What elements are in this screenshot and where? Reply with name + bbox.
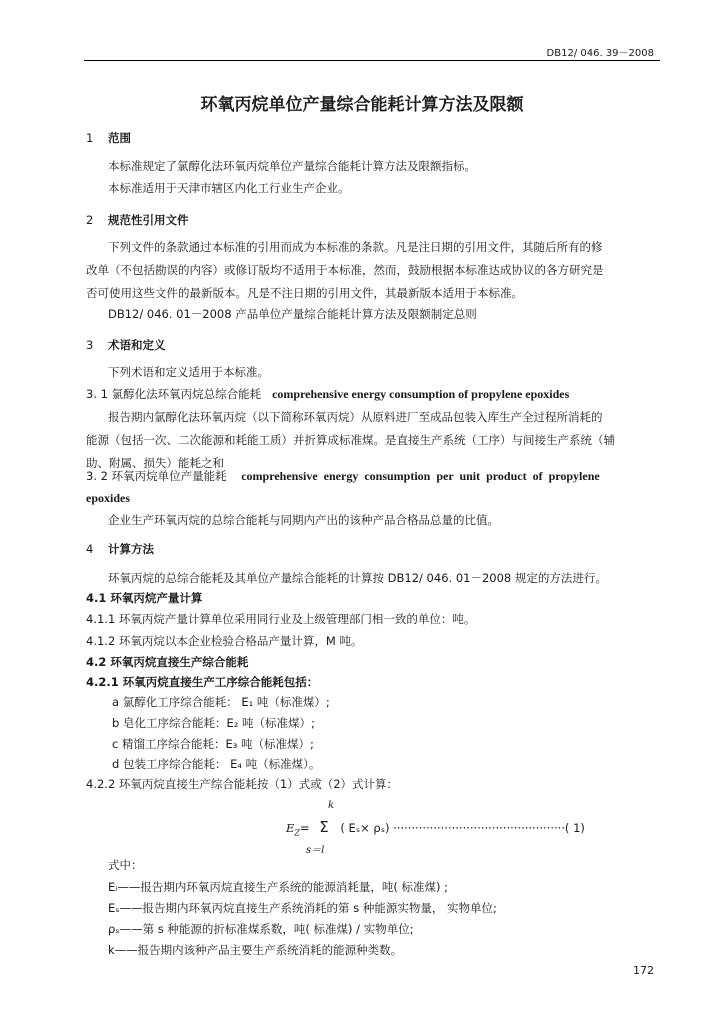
definition: Eₛ——报告期内环氧丙烷直接生产系统消耗的第 s 种能源实物量， 实物单位; (108, 901, 497, 915)
normative-reference: DB12/ 046. 01－2008 产品单位产量综合能耗计算方法及限额制定总则 (108, 307, 477, 321)
where-label: 式中： (108, 858, 143, 872)
clause-4-2-2: 4.2.2 环氧丙烷直接生产综合能耗按（1）式或（2）式计算： (86, 777, 399, 791)
formula-body: ( Eₛ× ρₛ) ···············································( 1) (340, 821, 585, 835)
section-title: 规范性引用文件 (108, 213, 189, 227)
paragraph: 企业生产环氧丙烷的总综合能耗与同期内产出的该种产品合格品总量的比值。 (108, 513, 499, 527)
section-number: 2 (86, 213, 94, 227)
sum-lower-limit: s＝l (306, 845, 325, 856)
section-3-heading (86, 337, 166, 353)
term-english: comprehensive energy consumption per unit product of propylene (241, 469, 600, 483)
formula-lhs: E (286, 821, 295, 835)
paragraph-line: 改单（不包括勘误的内容）或修订版均不适用于本标准，然而，鼓励根据本标准达成协议的各方研究是 (86, 263, 604, 277)
paragraph-line: 助、附属、损失）能耗之和 (86, 456, 224, 470)
page-number: 172 (633, 964, 654, 977)
definition: k——报告期内该种产品主要生产系统消耗的能源种类数。 (108, 943, 403, 957)
term-chinese: 3. 2 环氧丙烷单位产量能耗 (86, 469, 227, 483)
list-item-c: c 精馏工序综合能耗：E₃ 吨（标准煤）; (112, 737, 314, 751)
term-english-cont: epoxides (86, 491, 131, 505)
section-title: 计算方法 (108, 542, 154, 556)
definition: Eᵢ——报告期内环氧丙烷直接生产系统的能源消耗量，吨( 标准煤) ; (108, 880, 448, 894)
term-chinese: 3. 1 氯醇化法环氧丙烷总综合能耗 (86, 387, 262, 401)
section-number: 1 (86, 131, 94, 145)
term-3-1 (86, 386, 569, 402)
paragraph-line: 能源（包括一次、二次能源和耗能工质）并折算成标准煤。是直接生产系统（工序）与间接生产系统（辅 (86, 433, 615, 447)
subsection-4-1: 4.1 环氧丙烷产量计算 (86, 591, 203, 605)
term-english: comprehensive energy consumption of propylene epoxides (272, 387, 570, 401)
clause-4-1-2: 4.1.2 环氧丙烷以本企业检验合格品产量计算，M 吨。 (86, 634, 363, 648)
section-2-heading (86, 212, 189, 228)
formula-lhs-subscript: Z (294, 828, 300, 838)
document-title: 环氧丙烷单位产量综合能耗计算方法及限额 (200, 95, 524, 115)
term-3-2 (86, 468, 600, 484)
section-title: 范围 (108, 131, 131, 145)
clause-4-1-1: 4.1.1 环氧丙烷产量计算单位采用同行业及上级管理部门相一致的单位：吨。 (86, 612, 476, 626)
paragraph: 环氧丙烷的总综合能耗及其单位产量综合能耗的计算按 DB12/ 046. 01－2008 规定的方法进行。 (108, 571, 607, 585)
summation-symbol: Σ (319, 818, 329, 836)
sum-upper-limit: k (328, 800, 335, 811)
definition: ρₛ——第 s 种能源的折标准煤系数，吨( 标准煤) / 实物单位; (108, 922, 414, 936)
list-item-b: b 皂化工序综合能耗：E₂ 吨（标准煤）; (112, 716, 315, 730)
paragraph-line: 否可使用这些文件的最新版本。凡是不注日期的引用文件，其最新版本适用于本标准。 (86, 286, 523, 300)
standard-number: DB12/ 046. 39－2008 (546, 48, 654, 59)
paragraph-line: 下列文件的条款通过本标准的引用而成为本标准的条款。凡是注日期的引用文件，其随后所有的修 (108, 240, 603, 254)
section-1-heading (86, 130, 131, 146)
section-title: 术语和定义 (108, 338, 166, 352)
paragraph-line: 报告期内氯醇化法环氧丙烷（以下简称环氧丙烷）从原料进厂至成品包装入库生产全过程所消耗的 (108, 410, 603, 424)
paragraph: 下列术语和定义适用于本标准。 (108, 365, 269, 379)
header-rule (84, 60, 660, 61)
section-number: 3 (86, 338, 94, 352)
formula-equals: = (299, 821, 310, 835)
section-number: 4 (86, 542, 94, 556)
section-4-heading (86, 541, 154, 557)
list-item-a: a 氯醇化工序综合能耗： E₁ 吨（标准煤）; (112, 695, 330, 709)
paragraph: 本标准规定了氯醇化法环氧丙烷单位产量综合能耗计算方法及限额指标。 (108, 159, 476, 173)
paragraph: 本标准适用于天津市辖区内化工行业生产企业。 (108, 181, 350, 195)
formula-1 (286, 818, 585, 837)
subsection-4-2: 4.2 环氧丙烷直接生产综合能耗 (86, 655, 249, 669)
clause-4-2-1: 4.2.1 环氧丙烷直接生产工序综合能耗包括： (86, 675, 319, 689)
list-item-d: d 包装工序综合能耗： E₄ 吨（标准煤）。 (112, 757, 321, 771)
